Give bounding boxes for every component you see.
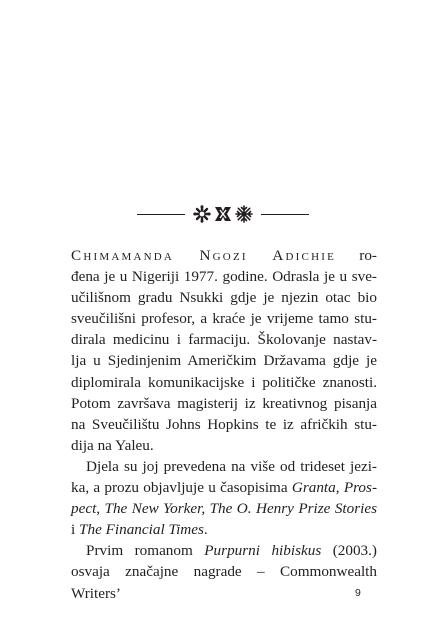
page-number: 9 [355,587,361,599]
italic-title: Granta [291,479,336,497]
text-line [71,498,377,519]
line-text: ro- [336,247,377,264]
text-line [71,308,377,329]
line-text: dirala medicinu i farmaciju. Školovanje nastav- [71,331,377,349]
text-line [71,287,377,308]
text-line [71,372,377,393]
snowflake-icon [235,205,253,223]
text-line [71,266,377,287]
line-text: Prvim romanom [86,542,205,560]
left-rule [137,214,185,215]
author-biography [71,245,377,604]
cross-knot-icon [213,205,233,223]
line-text: sveučilišni profesor, a kraće je vrijeme tamo stu- [71,310,377,328]
text-line [71,414,377,435]
line-text: Djela su joj prevedena na više od trideset jezi- [86,457,377,475]
line-text: lja u Sjedinjenim Američkim Državama gdje je [71,352,377,370]
text-line [71,561,377,603]
italic-title: The Financial Times [79,521,204,539]
author-name: Chimamanda Ngozi Adichie [71,247,336,264]
text-line [71,477,377,498]
text-line [71,540,377,561]
line-text: na Sveučilištu Johns Hopkins te iz afričkih stu- [71,415,377,433]
line-text: đena je u Nigeriji 1977. godine. Odrasla je u sve- [71,268,377,286]
italic-title: Pros- [343,479,377,497]
asterisk-flower-icon [193,205,211,223]
line-text: , [335,479,344,497]
line-text: dija na Yaleu. [71,436,154,454]
text-line [71,519,377,540]
text-line [71,435,377,456]
line-text: učilišnom gradu Nsukki gdje je njezin otac bio [71,289,377,307]
text-line [71,245,377,266]
italic-title: Purpurni hibiskus [204,542,322,560]
line-text: , [96,500,105,518]
text-line [71,350,377,371]
line-text: ka, a prozu objavljuje u časopisima [71,479,292,497]
right-rule [261,214,309,215]
text-line [71,393,377,414]
ornament-glyphs [193,205,253,223]
text-line [71,456,377,477]
line-text: Potom završava magisterij iz kreativnog pisanja [71,394,377,412]
italic-title: pect [71,500,97,518]
italic-title: The New Yorker, The O. Henry Prize Stories [104,500,378,518]
line-text: . [203,521,208,539]
line-text: i [71,521,80,539]
text-line [71,329,377,350]
ornament-divider [0,203,445,225]
line-text: (2003.) [321,542,377,560]
line-text: diplomirala komunikacijske i političke znanosti. [71,373,377,391]
line-text: osvaja značajne nagrade – Commonwealth Writers’ [71,563,377,602]
